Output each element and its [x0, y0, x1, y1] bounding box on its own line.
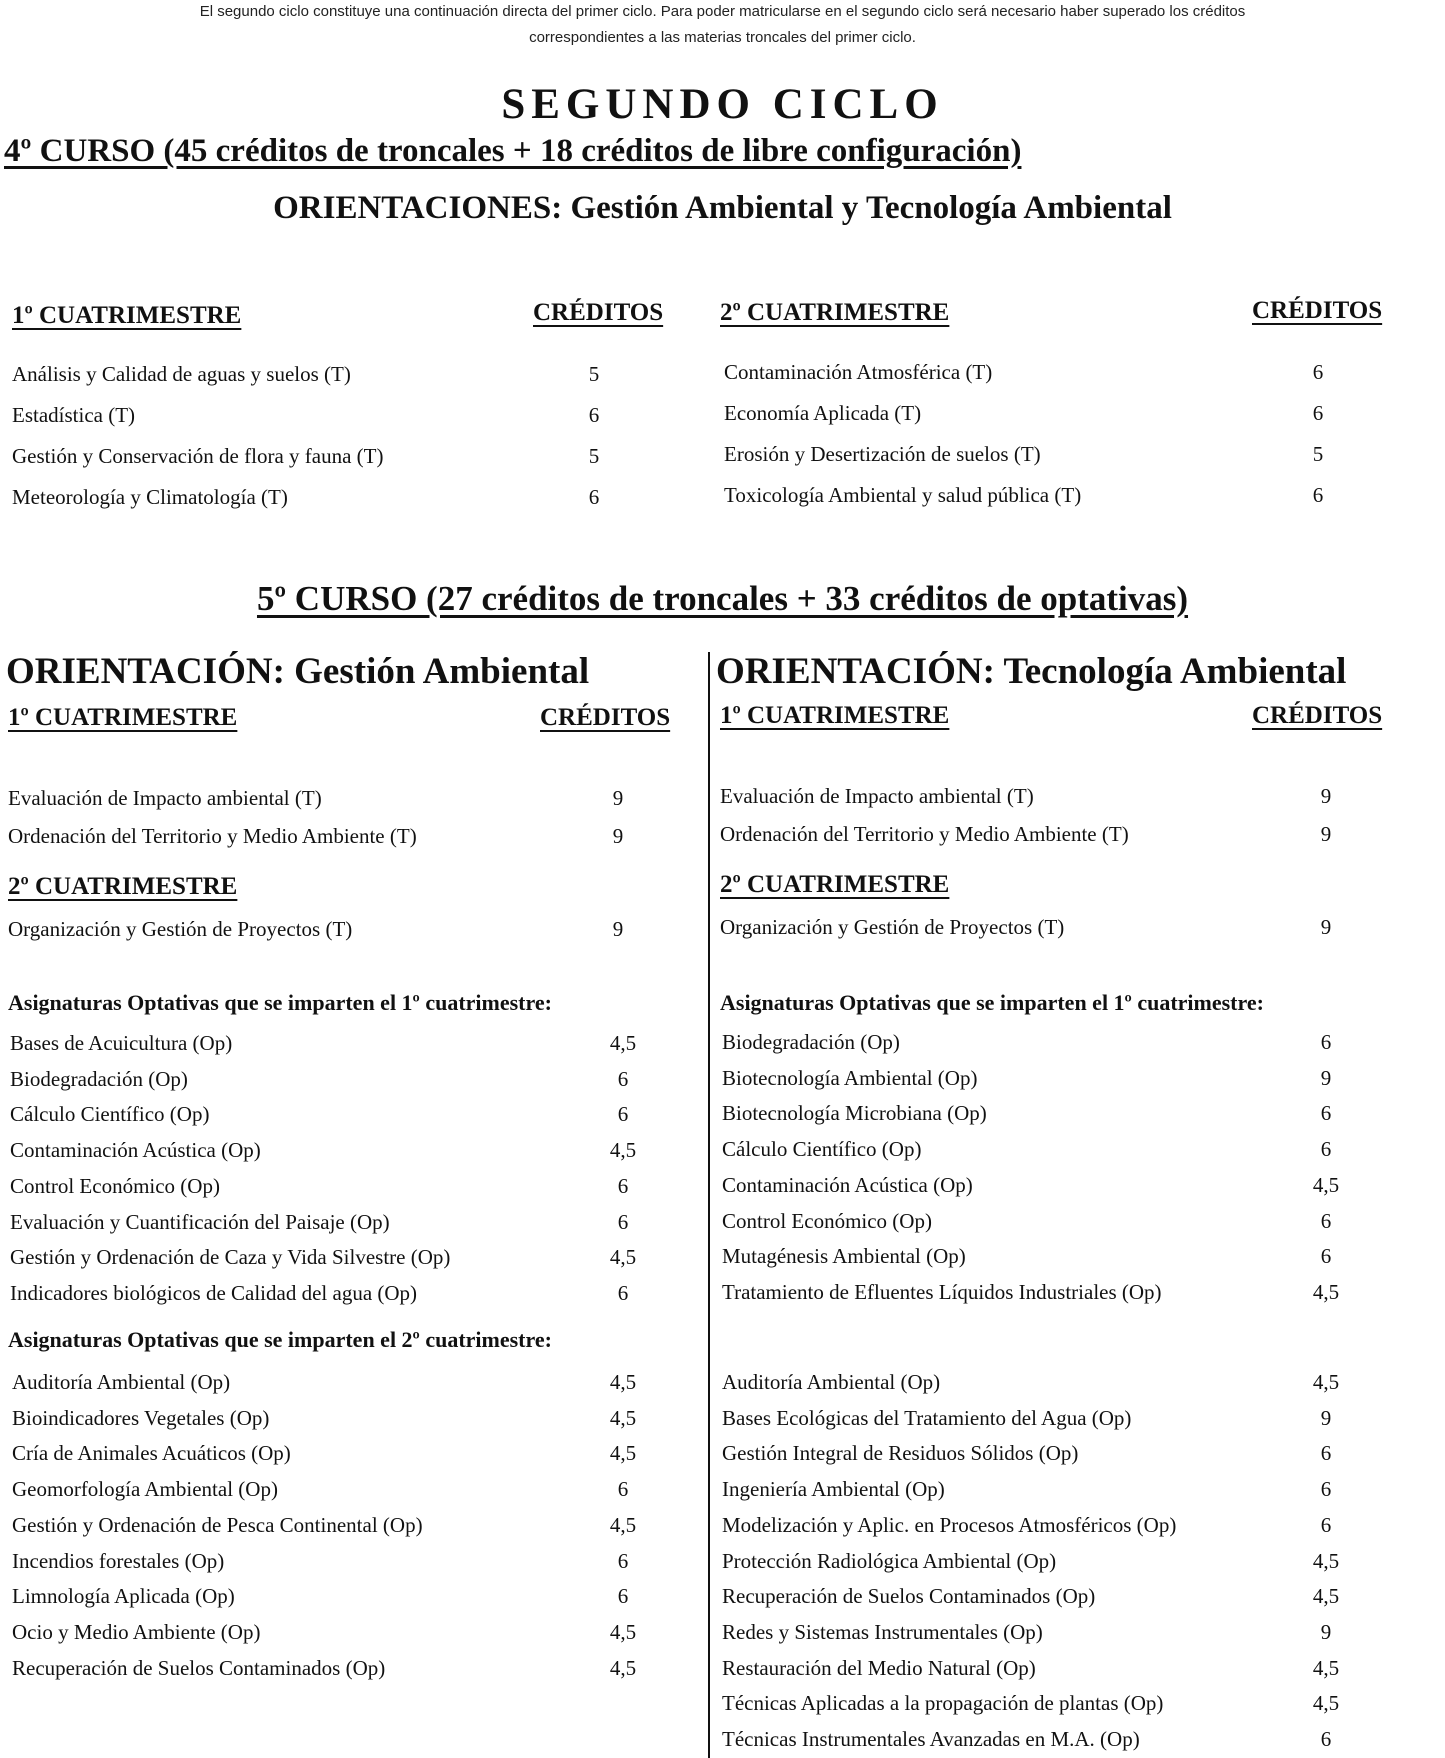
- subject-credits: 6: [588, 485, 600, 509]
- curso4-sem1-label: 1º CUATRIMESTRE: [12, 302, 242, 329]
- curso4-sem2-label: 2º CUATRIMESTRE: [720, 299, 950, 326]
- subject-credits: 5: [588, 444, 600, 468]
- subject-name: Restauración del Medio Natural (Op): [722, 1655, 1036, 1680]
- subject-name: Biotecnología Ambiental (Op): [722, 1065, 978, 1090]
- subject-name: Toxicología Ambiental y salud pública (T): [724, 483, 1082, 507]
- subject-credits: 4,5: [609, 1512, 637, 1537]
- subject-credits: 6: [1312, 401, 1324, 425]
- subject-credits: 4,5: [1312, 1691, 1340, 1716]
- right-opt1-label: Asignaturas Optativas que se imparten el 1º cuatrimestre:: [720, 990, 1264, 1015]
- subject-name: Organización y Gestión de Proyectos (T): [720, 915, 1065, 939]
- subject-credits: 4,5: [609, 1405, 637, 1430]
- subject-name: Ingeniería Ambiental (Op): [722, 1477, 945, 1502]
- subject-name: Ocio y Medio Ambiente (Op): [12, 1619, 261, 1644]
- subject-name: Gestión Integral de Residuos Sólidos (Op): [722, 1441, 1079, 1466]
- subject-credits: 9: [1320, 1405, 1332, 1430]
- subject-credits: 6: [617, 1280, 629, 1305]
- right-sem1-label: 1º CUATRIMESTRE: [720, 702, 950, 729]
- subject-name: Auditoría Ambiental (Op): [12, 1370, 231, 1394]
- left-credits-label: CRÉDITOS: [540, 704, 671, 731]
- subject-name: Meteorología y Climatología (T): [12, 485, 288, 509]
- subject-credits: 4,5: [609, 1655, 637, 1680]
- subject-name: Gestión y Conservación de flora y fauna (T): [12, 444, 384, 468]
- subject-name: Contaminación Atmosférica (T): [724, 360, 993, 384]
- curso4-title: 4º CURSO (45 créditos de troncales + 18 créditos de libre configuración): [4, 133, 1022, 169]
- subject-name: Biodegradación (Op): [10, 1066, 188, 1091]
- subject-name: Análisis y Calidad de aguas y suelos (T): [12, 362, 351, 386]
- subject-credits: 6: [617, 1584, 629, 1609]
- subject-credits: 6: [1320, 1477, 1332, 1502]
- intro-line-1: El segundo ciclo constituye una continuación directa del primer ciclo. Para poder matricularse en el segundo ciclo será necesario haber superado los créditos: [199, 3, 1246, 20]
- subject-credits: 6: [617, 1209, 629, 1234]
- subject-credits: 4,5: [609, 1441, 637, 1466]
- subject-name: Geomorfología Ambiental (Op): [12, 1477, 278, 1502]
- subject-name: Tratamiento de Efluentes Líquidos Industriales (Op): [722, 1279, 1162, 1304]
- subject-name: Cálculo Científico (Op): [10, 1102, 210, 1127]
- subject-credits: 6: [1320, 1030, 1332, 1054]
- subject-name: Bases Ecológicas del Tratamiento del Agua (Op): [722, 1405, 1132, 1430]
- subject-name: Auditoría Ambiental (Op): [722, 1370, 941, 1394]
- subject-credits: 6: [1320, 1727, 1332, 1751]
- subject-credits: 6: [617, 1548, 629, 1573]
- subject-name: Gestión y Ordenación de Pesca Continental (Op): [12, 1512, 423, 1537]
- subject-credits: 9: [1320, 915, 1332, 939]
- subject-credits: 5: [1312, 442, 1324, 466]
- subject-credits: 4,5: [609, 1138, 637, 1163]
- subject-name: Control Económico (Op): [722, 1208, 932, 1233]
- subject-name: Contaminación Acústica (Op): [10, 1138, 261, 1163]
- subject-credits: 4,5: [609, 1370, 637, 1394]
- left-opt2-label: Asignaturas Optativas que se imparten el 2º cuatrimestre:: [8, 1327, 552, 1352]
- subject-credits: 6: [617, 1066, 629, 1091]
- column-divider: [708, 652, 710, 1758]
- subject-name: Técnicas Aplicadas a la propagación de plantas (Op): [722, 1691, 1164, 1716]
- subject-credits: 4,5: [609, 1031, 637, 1055]
- subject-name: Gestión y Ordenación de Caza y Vida Silvestre (Op): [10, 1245, 451, 1270]
- curso4-credits-label-right: CRÉDITOS: [1252, 297, 1383, 324]
- subject-name: Bases de Acuicultura (Op): [10, 1031, 233, 1055]
- subject-credits: 6: [1320, 1101, 1332, 1126]
- subject-name: Evaluación de Impacto ambiental (T): [8, 786, 322, 810]
- subject-name: Erosión y Desertización de suelos (T): [724, 442, 1041, 466]
- curso4-credits-label-left: CRÉDITOS: [533, 299, 664, 326]
- subject-name: Protección Radiológica Ambiental (Op): [722, 1548, 1057, 1573]
- subject-name: Modelización y Aplic. en Procesos Atmosféricos (Op): [722, 1512, 1177, 1537]
- subject-name: Evaluación de Impacto ambiental (T): [720, 784, 1034, 808]
- subject-name: Indicadores biológicos de Calidad del agua (Op): [10, 1280, 418, 1305]
- subject-credits: 4,5: [1312, 1370, 1340, 1394]
- subject-name: Organización y Gestión de Proyectos (T): [8, 917, 353, 941]
- subject-name: Incendios forestales (Op): [12, 1548, 225, 1573]
- subject-credits: 6: [617, 1102, 629, 1127]
- main-title: SEGUNDO CICLO: [501, 81, 944, 128]
- subject-name: Estadística (T): [12, 403, 136, 427]
- subject-name: Contaminación Acústica (Op): [722, 1172, 973, 1197]
- subject-name: Mutagénesis Ambiental (Op): [722, 1244, 966, 1269]
- subject-name: Biodegradación (Op): [722, 1030, 900, 1054]
- subject-credits: 9: [1320, 822, 1332, 846]
- subject-name: Cría de Animales Acuáticos (Op): [12, 1441, 291, 1466]
- subject-name: Redes y Sistemas Instrumentales (Op): [722, 1619, 1043, 1644]
- subject-credits: 6: [1312, 483, 1324, 507]
- subject-name: Control Económico (Op): [10, 1173, 220, 1198]
- subject-name: Bioindicadores Vegetales (Op): [12, 1405, 270, 1430]
- subject-credits: 4,5: [1312, 1548, 1340, 1573]
- curso5-title: 5º CURSO (27 créditos de troncales + 33 créditos de optativas): [256, 579, 1189, 618]
- subject-credits: 4,5: [1312, 1584, 1340, 1609]
- right-orientation: ORIENTACIÓN: Tecnología Ambiental: [716, 651, 1347, 692]
- subject-credits: 5: [588, 362, 600, 386]
- subject-credits: 6: [1312, 360, 1324, 384]
- left-orientation: ORIENTACIÓN: Gestión Ambiental: [6, 651, 590, 692]
- subject-name: Evaluación y Cuantificación del Paisaje (Op): [10, 1209, 390, 1234]
- subject-name: Biotecnología Microbiana (Op): [722, 1101, 987, 1126]
- left-sem2-label: 2º CUATRIMESTRE: [8, 873, 238, 900]
- intro-line-2: correspondientes a las materias troncales del primer ciclo.: [529, 29, 916, 46]
- subject-credits: 9: [1320, 1065, 1332, 1090]
- subject-credits: 4,5: [609, 1619, 637, 1644]
- subject-name: Limnología Aplicada (Op): [12, 1584, 235, 1609]
- right-credits-label: CRÉDITOS: [1252, 702, 1383, 729]
- subject-credits: 9: [612, 917, 624, 941]
- subject-credits: 4,5: [609, 1245, 637, 1270]
- subject-credits: 9: [612, 786, 624, 810]
- left-opt1-label: Asignaturas Optativas que se imparten el 1º cuatrimestre:: [8, 990, 552, 1015]
- subject-credits: 9: [1320, 784, 1332, 808]
- subject-name: Ordenación del Territorio y Medio Ambiente (T): [720, 822, 1129, 846]
- subject-credits: 6: [588, 403, 600, 427]
- subject-credits: 6: [1320, 1137, 1332, 1162]
- subject-credits: 6: [1320, 1208, 1332, 1233]
- subject-credits: 6: [1320, 1512, 1332, 1537]
- subject-credits: 6: [617, 1173, 629, 1198]
- right-sem2-label: 2º CUATRIMESTRE: [720, 871, 950, 898]
- subject-name: Recuperación de Suelos Contaminados (Op): [12, 1655, 386, 1680]
- subject-credits: 4,5: [1312, 1279, 1340, 1304]
- curso4-orientations: ORIENTACIONES: Gestión Ambiental y Tecnología Ambiental: [273, 190, 1172, 226]
- subject-name: Recuperación de Suelos Contaminados (Op): [722, 1584, 1096, 1609]
- subject-credits: 4,5: [1312, 1655, 1340, 1680]
- subject-credits: 9: [1320, 1619, 1332, 1644]
- left-sem1-label: 1º CUATRIMESTRE: [8, 704, 238, 731]
- subject-name: Economía Aplicada (T): [724, 401, 922, 425]
- subject-credits: 6: [1320, 1244, 1332, 1269]
- subject-credits: 6: [1320, 1441, 1332, 1466]
- subject-credits: 9: [612, 824, 624, 848]
- subject-name: Técnicas Instrumentales Avanzadas en M.A. (Op): [722, 1727, 1140, 1751]
- subject-name: Cálculo Científico (Op): [722, 1137, 922, 1162]
- subject-name: Ordenación del Territorio y Medio Ambiente (T): [8, 824, 417, 848]
- subject-credits: 4,5: [1312, 1172, 1340, 1197]
- subject-credits: 6: [617, 1477, 629, 1502]
